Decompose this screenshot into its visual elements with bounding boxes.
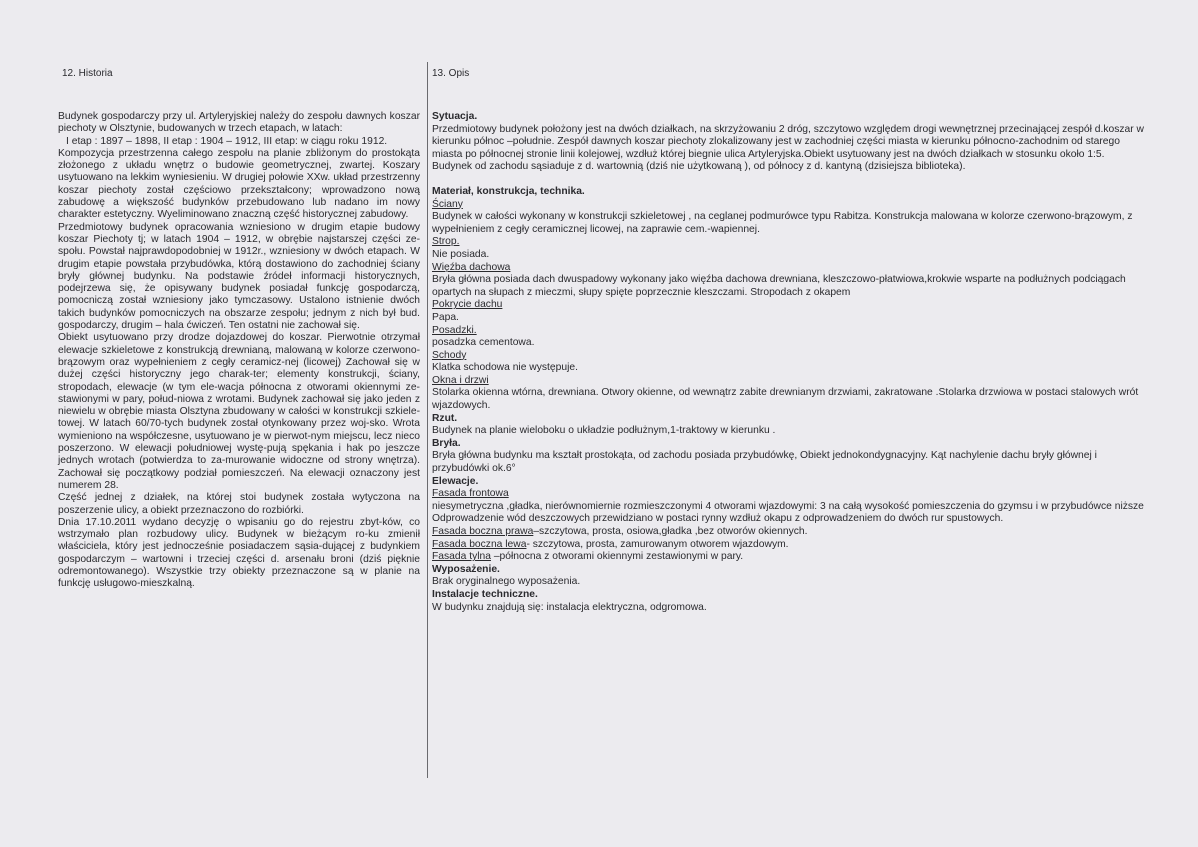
subheading-okna: Okna i drzwi	[432, 374, 489, 386]
heading-wyposazenie: Wyposażenie.	[432, 563, 500, 575]
heading-bryla: Bryła.	[432, 437, 461, 449]
sytuacja-text: Przedmiotowy budynek położony jest na dwóch działkach, na skrzyżowaniu 2 dróg, szczytowo względem drogi wewnętrznej przecinającej zespół d.koszar w kierunku północ –południe. Zespół dawnych koszar piechoty zlokalizowany jest w zachodniej części miasta w kierunku północno-zachodnim od starego miasta po północnej stronie linii kolejowej, wzdłuż której biegnie ulica Artyleryjska.Obiekt usytuowany jest na dwóch działkach w stosunku około 1:5. Budynek od zachodu sąsiaduje z d. wartownią (dziś nie użytkowaną ), od północy z d. kantyną (dzisiejsza biblioteka).	[432, 123, 1144, 173]
okna-text: Stolarka okienna wtórna, drewniana. Otwory okienne, od wewnątrz zabite drewnianym drzwiami, zakratowane .Stolarka drzwiowa w postaci stalowych wrót wjazdowych.	[432, 387, 1139, 412]
historia-paragraph: Przedmiotowy budynek opracowania wzniesiono w drugim etapie budowy koszar Piechoty tj; w latach 1904 – 1912, w obrębie najstarszej części ze-społu. Powstał najprawdopodobniej w 1912r., wzniesiony w dwóch etapach. W drugim etapie powstała przybudówka, którą dostawiono do zachodniej ściany bryły głównej budynku. Na podstawie źródeł informacji historycznych, podejrzewa się, że opisywany budynek posiadał funkcję gospodarczą, pomocniczą został wzniesiony jako tymczasowy. Ustalono istnienie dwóch takich budynków pomocniczych na obszarze zespołu; jednym z nich był bud. gospodarczy, drugim – hala ćwiczeń. Ten ostatni nie zachował się.	[58, 221, 420, 332]
section-header-opis: 13. Opis	[432, 68, 470, 79]
bryla-text: Bryła główna budynku ma kształt prostokąta, od zachodu posiada przybudówkę, Obiekt jednokondygnacyjny. Kąt nachylenie dachu bryły głównej i przybudówki ok.6°	[432, 450, 1097, 475]
heading-elewacje: Elewacje.	[432, 475, 479, 487]
fasada-prawa-text: –szczytowa, prosta, osiowa,gładka ,bez otworów okiennych.	[533, 526, 808, 537]
subheading-strop: Strop.	[432, 236, 460, 248]
wiezba-text: Bryła główna posiada dach dwuspadowy wykonany jako więźba dachowa drewniana, kleszczowo-płatwiowa,krokwie wsparte na podłużnych podciągach opartych na słupach z mieczmi, słupy spięte poprzecznie kleszczami. Stropodach z okapem	[432, 274, 1126, 298]
historia-paragraph: I etap : 1897 – 1898, II etap : 1904 – 1912, III etap: w ciągu roku 1912.	[66, 135, 388, 147]
subheading-fasada-frontowa: Fasada frontowa	[432, 488, 509, 500]
fasada-lewa-text: - szczytowa, prosta, zamurowanym otworem wjazdowym.	[526, 538, 789, 550]
instalacje-text: W budynku znajdują się: instalacja elektryczna, odgromowa.	[432, 601, 707, 613]
subheading-wiezba: Więźba dachowa	[432, 261, 511, 273]
heading-rzut: Rzut.	[432, 412, 458, 424]
subheading-fasada-lewa: Fasada boczna lewa	[432, 538, 527, 550]
fasada-tylna-text: –północna z otworami okiennymi zestawionymi w pary.	[490, 551, 744, 563]
rzut-text: Budynek na planie wieloboku o układzie podłużnym,1-traktowy w kierunku .	[432, 425, 776, 437]
fasada-lewa-line	[432, 539, 1144, 552]
historia-paragraph: Dnia 17.10.2011 wydano decyzję o wpisaniu go do rejestru zbyt-ków, co wstrzymało plan rozbudowy ulicy. Budynek w bieżącym ro-ku zmienił właściciela, który jest jednocześnie posiadaczem sąsia-dującej z budynkiem gospodarczym – wartowni i trzeciej części d. arsenału broni (dziś pięknie odremontowanego). Wszystkie trzy obiekty przeznaczone są w planie na funkcję usługowo-mieszkalną.	[58, 516, 420, 590]
historia-column	[58, 111, 420, 591]
subheading-fasada-prawa: Fasada boczna prawa	[432, 526, 534, 537]
heading-sytuacja: Sytuacja.	[432, 111, 478, 122]
fasada-prawa-line	[432, 526, 1144, 539]
odprowadzenie-text: Odprowadzenie wód deszczowych przewidziano w postaci rynny wzdłuż okapu z odprowadzeniem do dwóch rur spustowych.	[432, 513, 1004, 525]
sciany-text: Budynek w całości wykonany w konstrukcji szkieletowej , na ceglanej podmurówce typu Rabitza. Konstrukcja malowana w kolorze czerwono-brązowym, z wypełnieniem z cegły ceramicznej licowej, na zaprawie cem.-wapiennej.	[432, 211, 1133, 235]
fasada-tylna-line	[432, 551, 1144, 564]
historia-paragraph: Kompozycja przestrzenna całego zespołu na planie zbliżonym do prostokąta złożonego z układu wnętrz o budowie geometrycznej, zwartej. Koszary usytuowano na lekkim wyniesieniu. W drugiej połowie XXw. układ przestrzenny koszar piechoty został częściowo przekształcony; wprowadzono nową zabudowę a większość budynków przebudowano lub nadano im nowy charakter estetyczny. Wyeliminowano znaczną część historycznej zabudowy.	[58, 147, 420, 221]
historia-paragraph: Budynek gospodarczy przy ul. Artyleryjskiej należy do zespołu dawnych koszar piechoty w Olsztynie, budowanych w trzech etapach, w latach:	[58, 111, 420, 135]
wyposazenie-text: Brak oryginalnego wyposażenia.	[432, 576, 581, 588]
column-divider	[427, 62, 428, 778]
fasada-frontowa-text: niesymetryczna ,gładka, nierównomiernie rozmieszczonymi 4 otworami wjazdowymi: 3 na całą wysokość pomieszczenia do gzymsu i w przybudówce niższe	[432, 500, 1144, 512]
subheading-posadzki: Posadzki.	[432, 324, 477, 336]
subheading-sciany: Ściany	[432, 198, 463, 210]
subheading-fasada-tylna: Fasada tylna	[432, 551, 491, 563]
pokrycie-text: Papa.	[432, 311, 459, 323]
posadzki-text: posadzka cementowa.	[432, 337, 535, 349]
spacer	[432, 174, 1144, 186]
section-header-historia: 12. Historia	[62, 68, 113, 79]
schody-text: Klatka schodowa nie występuje.	[432, 362, 578, 374]
subheading-pokrycie: Pokrycie dachu	[432, 299, 503, 311]
historia-paragraph: Część jednej z działek, na której stoi budynek została wytyczona na poszerzenie ulicy, a obiekt przeznaczono do rozbiórki.	[58, 492, 420, 516]
heading-instalacje: Instalacje techniczne.	[432, 588, 538, 600]
historia-paragraph: Obiekt usytuowano przy drodze dojazdowej do koszar. Pierwotnie otrzymał elewacje szkieletowe z konstrukcją drewnianą, malowaną w kolorze czerwono-brązowym oraz wypełnieniem z cegły ceramicz-nej (licowej) Zachował się w dużej części historyczny jego charak-ter; elementy konstrukcji, ściany, stropodach, elewacje (w tym ele-wacja północna z otworami okiennymi ze-stawionymi w pary, połud-niowa z wrotami. Budynek zachował się jako jeden z niewielu w obrębie miasta Olsztyna zbudowany w całości w konstrukcji szkiele-towej. W latach 60/70-tych budynek został otynkowany przez woj-sko. Wrota wymieniono na współczesne, usytuowano je w pierwot-nym miejscu, lecz nieco poszerzono. W elewacji południowej wystę-pują spękania i hak po jeszcze jednych wrotach (potwierdza to za-murowanie widoczne od strony wnętrza). Zachował się początkowy podział pomieszczeń. Na elewacji oznaczony jest numerem 28.	[58, 332, 420, 491]
heading-material: Materiał, konstrukcja, technika.	[432, 185, 585, 197]
strop-text: Nie posiada.	[432, 248, 490, 260]
opis-column	[432, 111, 1144, 614]
subheading-schody: Schody	[432, 349, 467, 361]
